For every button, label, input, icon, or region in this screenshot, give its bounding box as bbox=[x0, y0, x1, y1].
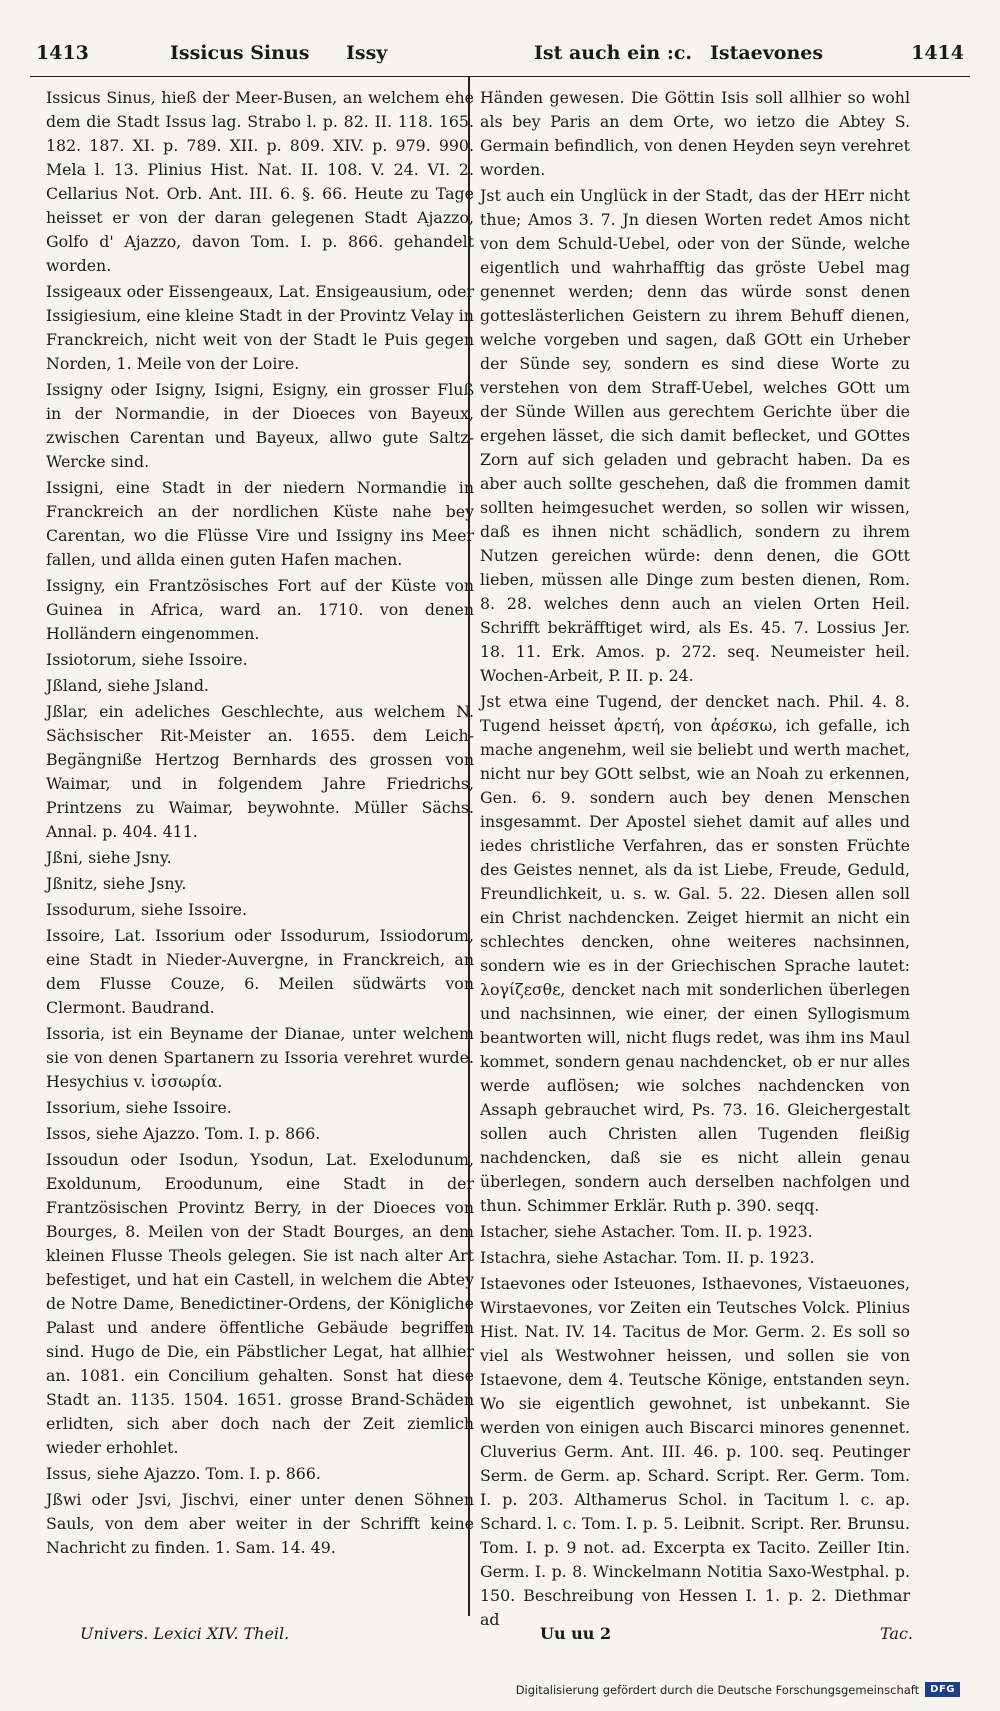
entry-paragraph: Händen gewesen. Die Göttin Isis soll allhier so wohl als bey Paris an dem Orte, wo ietzo die Abtey S. Germain befindlich, von denen Heyden seyn verehret worden. bbox=[480, 88, 910, 179]
entry-paragraph: Jßwi oder Jsvi, Jischvi, einer unter denen Söhnen Sauls, von dem aber weiter in der Schrifft keine Nachricht zu finden. 1. Sam. 14. 49. bbox=[46, 1490, 474, 1557]
running-head-left-1: Issicus Sinus bbox=[170, 42, 310, 64]
entry-paragraph: Issos, siehe Ajazzo. Tom. I. p. 866. bbox=[46, 1124, 321, 1143]
page-number-right: 1414 bbox=[911, 42, 964, 64]
page-header bbox=[30, 36, 970, 77]
page-number-left: 1413 bbox=[36, 42, 89, 64]
entry-paragraph: Issiotorum, siehe Issoire. bbox=[46, 650, 248, 669]
running-head-right-1: Ist auch ein :c. bbox=[534, 42, 693, 64]
entry-paragraph: Issigny oder Isigny, Isigni, Esigny, ein grosser Fluß in der Normandie, in der Dioeces von Bayeux, zwischen Carentan und Bayeux, allwo gute Saltz-Wercke sind. bbox=[46, 380, 474, 471]
entry-paragraph: Jßland, siehe Jsland. bbox=[46, 676, 209, 695]
entry-paragraph: Issorium, siehe Issoire. bbox=[46, 1098, 232, 1117]
entry-paragraph: Jßlar, ein adeliches Geschlechte, aus welchem N. Sächsischer Rit-Meister an. 1655. dem Leich-Begängniße Hertzog Bernhards des grossen von Waimar, und in folgendem Jahre Friedrichs, Printzens zu Waimar, beywohnte. Müller Sächs. Annal. p. 404. 411. bbox=[46, 702, 474, 841]
footer-catchline: Univers. Lexici XIV. Theil. bbox=[80, 1624, 290, 1643]
entry-paragraph: Issigni, eine Stadt in der niedern Normandie in Franckreich an der nordlichen Küste nahe bey Carentan, wo die Flüsse Vire und Issigny ins Meer fallen, und allda einen guten Hafen machen. bbox=[46, 478, 474, 569]
entry-paragraph: Istaevones oder Isteuones, Isthaevones, Vistaeuones, Wirstaevones, vor Zeiten ein Teutsches Volck. Plinius Hist. Nat. IV. 14. Tacitus de Mor. Germ. 2. Es soll so viel als Westwohner heissen, und sollen sie von Istaevone, dem 4. Teutsche Könige, entstanden seyn. Wo sie eigentlich gewohnet, ist unbekannt. Sie werden von einigen auch Biscarci minores genennet. Cluverius Germ. Ant. III. 46. p. 100. seq. Peutinger Serm. de Germ. ap. Schard. Script. Rer. Germ. Tom. I. p. 203. Althamerus Schol. in Tacitum l. c. ap. Schard. l. c. Tom. I. p. 5. Leibnit. Script. Rer. Brunsu. Tom. I. p. 9 not. ad. Excerpta ex Tacito. Zeiller Itin. Germ. I. p. 8. Winckelmann Notitia Saxo-Westphal. p. 150. Beschreibung von Hessen I. 1. p. 2. Diethmar ad bbox=[480, 1274, 910, 1629]
entry-paragraph: Istachra, siehe Astachar. Tom. II. p. 1923. bbox=[480, 1248, 815, 1267]
entry-paragraph: Issicus Sinus, hieß der Meer-Busen, an welchem ehe dem die Stadt Issus lag. Strabo l. p. 82. II. 118. 165. 182. 187. XI. p. 789. XII. p. 809. XIV. p. 979. 990. Mela l. 13. Plinius Hist. Nat. II. 108. V. 24. VI. 2. Cellarius Not. Orb. Ant. III. 6. §. 66. Heute zu Tage heisset er von der daran gelegenen Stadt Ajazzo, Golfo d' Ajazzo, davon Tom. I. p. 866. gehandelt worden. bbox=[46, 88, 474, 275]
digitization-note bbox=[516, 1682, 960, 1697]
footer-custos: Tac. bbox=[880, 1624, 914, 1643]
running-head-right-2: Istaevones bbox=[710, 42, 824, 64]
dfg-logo-icon: DFG bbox=[925, 1682, 960, 1697]
running-head-left-2: Issy bbox=[346, 42, 388, 64]
entry-paragraph: Istacher, siehe Astacher. Tom. II. p. 1923. bbox=[480, 1222, 813, 1241]
entry-paragraph: Issoria, ist ein Beyname der Dianae, unter welchem sie von denen Spartanern zu Issoria verehret wurde. Hesychius v. ἰσσωρία. bbox=[46, 1024, 474, 1091]
entry-paragraph: Issus, siehe Ajazzo. Tom. I. p. 866. bbox=[46, 1464, 321, 1483]
footer-signature: Uu uu 2 bbox=[540, 1624, 612, 1643]
left-column bbox=[46, 86, 474, 1562]
entry-paragraph: Issigeaux oder Eissengeaux, Lat. Ensigeausium, oder Issigiesium, eine kleine Stadt in der Provintz Velay in Franckreich, nicht weit von der Stadt le Puis gegen Norden, 1. Meile von der Loire. bbox=[46, 282, 474, 373]
entry-paragraph: Jßnitz, siehe Jsny. bbox=[46, 874, 187, 893]
entry-paragraph: Jst etwa eine Tugend, der dencket nach. Phil. 4. 8. Tugend heisset ἀρετή, von ἀρέσκω, ich gefalle, ich mache angenehm, weil sie beliebt und werth machet, nicht nur bey GOtt selbst, wie an Noah zu erkennen, Gen. 6. 9. sondern auch bey denen Menschen insgesammt. Der Apostel siehet damit auf alles und iedes christliche Verfahren, das er sonsten Früchte des Geistes nennet, als da ist Liebe, Freude, Geduld, Freundlichkeit, u. s. w. Gal. 5. 22. Diesen allen soll ein Christ nachdencken. Zeiget hiermit an nicht ein schlechtes dencken, ohne weiteres nachsinnen, sondern wie es in der Griechischen Sprache lautet: λογίζεσθε, dencket nach mit sonderlichen überlegen und nachsinnen, wie einer, der einen Syllogismum beantworten will, nicht flugs redet, was ihm ins Maul kommet, sondern genau nachdencket, ob er nur alles werde auflösen; wie solches nachdencken von Assaph gebrauchet wird, Ps. 73. 16. Gleichergestalt sollen auch Christen allen Tugenden fleißig nachdencken, daß sie es nicht allein genau überlegen, sondern auch derselben nachfolgen und thun. Schimmer Erklär. Ruth p. 390. seqq. bbox=[480, 692, 910, 1215]
entry-paragraph: Issodurum, siehe Issoire. bbox=[46, 900, 247, 919]
entry-paragraph: Jßni, siehe Jsny. bbox=[46, 848, 172, 867]
digitization-text: Digitalisierung gefördert durch die Deutsche Forschungsgemeinschaft bbox=[515, 1682, 920, 1697]
right-column bbox=[480, 86, 910, 1634]
entry-paragraph: Issoudun oder Isodun, Ysodun, Lat. Exelodunum, Exoldunum, Eroodunum, eine Stadt in der Frantzösischen Provintz Berry, in der Dioeces von Bourges, 8. Meilen von der Stadt Bourges, an dem kleinen Flusse Theols gelegen. Sie ist nach alter Art befestiget, und hat ein Castell, in welchem die Abtey de Notre Dame, Benedictiner-Ordens, der Königliche Palast und andere öffentliche Gebäude begriffen sind. Hugo de Die, ein Päbstlicher Legat, hat allhier an. 1081. ein Concilium gehalten. Sonst hat diese Stadt an. 1135. 1504. 1651. grosse Brand-Schäden erlidten, sich aber doch nach der Zeit ziemlich wieder erhohlet. bbox=[46, 1150, 474, 1457]
entry-paragraph: Jst auch ein Unglück in der Stadt, das der HErr nicht thue; Amos 3. 7. Jn diesen Worten redet Amos nicht von dem Schuld-Uebel, oder von der Sünde, welche eigentlich und wahrhafftig das gröste Uebel mag genennet werden; denn das würde sonst denen gotteslästerlichen Geistern zu ihrem Behuff dienen, welche vorgeben und sagen, daß GOtt ein Urheber der Sünde sey, sondern es sind diese Worte zu verstehen von dem Straff-Uebel, welches GOtt um der Sünde Willen aus gerechtem Gerichte über die ergehen lässet, die sich damit beflecket, und GOttes Zorn auf sich geladen und gebracht haben. Da es aber auch sollte geschehen, daß die frommen damit sollten heimgesuchet werden, so sollen wir wissen, daß es ihnen nicht schädlich, sondern zu ihrem Nutzen gereichen würde: denn denen, die GOtt lieben, müssen alle Dinge zum besten dienen, Rom. 8. 28. welches denn auch an vielen Orten Heil. Schrifft bekräfftiget wird, als Es. 45. 7. Lossius Jer. 18. 11. Erk. Amos. p. 272. seq. Neumeister heil. Wochen-Arbeit, P. II. p. 24. bbox=[480, 186, 910, 685]
entry-paragraph: Issoire, Lat. Issorium oder Issodurum, Issiodorum, eine Stadt in Nieder-Auvergne, in Franckreich, an dem Flusse Couze, 6. Meilen südwärts von Clermont. Baudrand. bbox=[46, 926, 474, 1017]
entry-paragraph: Issigny, ein Frantzösisches Fort auf der Küste von Guinea in Africa, ward an. 1710. von denen Holländern eingenommen. bbox=[46, 576, 474, 643]
